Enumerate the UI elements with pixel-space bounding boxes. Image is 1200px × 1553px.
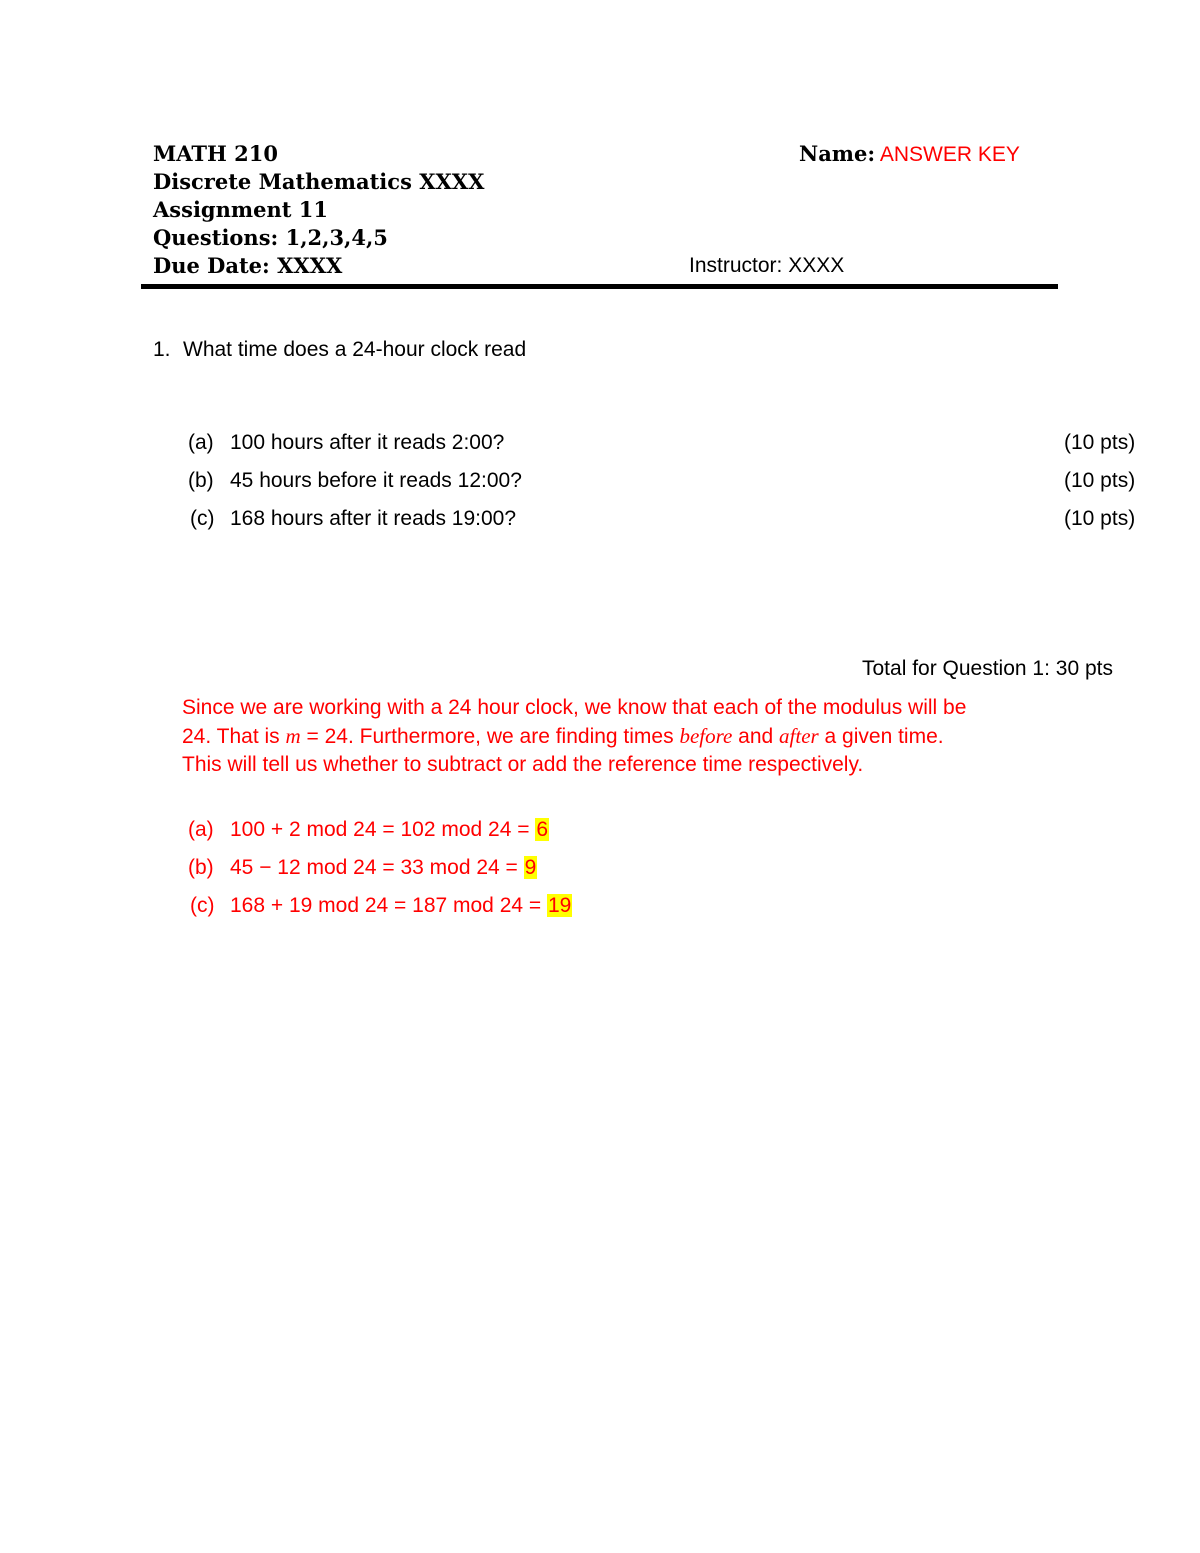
instructor-line xyxy=(689,254,844,278)
answer-expression: 168 + 19 mod 24 = 187 mod 24 = xyxy=(230,894,547,917)
question-1-part-text: 168 hours after it reads 19:00? xyxy=(230,507,517,530)
question-1-part-text: 45 hours before it reads 12:00? xyxy=(230,469,522,492)
question-1-part-label: (c) xyxy=(190,507,215,530)
answer-line-3: This will tell us whether to subtract or add the reference time respectively. xyxy=(182,753,864,776)
emphasis-before: before xyxy=(679,724,733,748)
question-1-total: Total for Question 1: 30 pts xyxy=(862,657,1113,680)
answer-explanation xyxy=(182,694,1082,779)
answer-result-highlight: 9 xyxy=(524,856,537,879)
answer-line-1: Since we are working with a 24 hour clock, we know that each of the modulus will be xyxy=(182,696,967,719)
answer-expression: 45 − 12 mod 24 = 33 mod 24 = xyxy=(230,856,524,879)
course-title: Discrete Mathematics XXXX xyxy=(153,169,485,194)
instructor-value: XXXX xyxy=(788,254,845,277)
due-date-line xyxy=(153,253,342,278)
emphasis-after: after xyxy=(779,724,819,748)
assignment-title: Assignment 11 xyxy=(153,197,328,222)
answer-line-2: 24. That is m = 24. Furthermore, we are finding times before and after a given time. xyxy=(182,724,944,748)
question-1-prompt: What time does a 24-hour clock read xyxy=(183,338,527,361)
modulus-variable: m xyxy=(285,724,301,748)
question-1-part-points: (10 pts) xyxy=(1064,431,1136,454)
question-1-part-points: (10 pts) xyxy=(1064,469,1136,492)
answer-expression: 100 + 2 mod 24 = 102 mod 24 = xyxy=(230,818,536,841)
question-1-part-points: (10 pts) xyxy=(1064,507,1136,530)
question-1-part-label: (a) xyxy=(188,431,214,454)
question-1-number: 1. xyxy=(153,338,171,361)
name-label: Name: xyxy=(799,141,876,166)
due-date-label: Due Date: xyxy=(153,253,270,278)
questions-label: Questions: xyxy=(153,225,279,250)
instructor-label: Instructor: xyxy=(689,254,783,277)
questions-line xyxy=(153,225,388,250)
answer-result-highlight: 19 xyxy=(548,894,572,917)
name-line xyxy=(799,141,1020,167)
course-code: MATH 210 xyxy=(153,141,279,166)
answer-part xyxy=(230,856,537,880)
answer-part xyxy=(230,818,549,842)
answer-part xyxy=(230,894,572,918)
answer-part-label: (c) xyxy=(190,894,215,917)
name-value: ANSWER KEY xyxy=(879,143,1020,166)
answer-part-label: (a) xyxy=(188,818,214,841)
question-1-part-text: 100 hours after it reads 2:00? xyxy=(230,431,505,454)
answer-result-highlight: 6 xyxy=(536,818,548,841)
questions-value: 1,2,3,4,5 xyxy=(285,225,388,250)
answer-part-label: (b) xyxy=(188,856,214,879)
question-1-part-label: (b) xyxy=(188,469,214,492)
header-divider xyxy=(141,284,1058,289)
due-date-value: XXXX xyxy=(277,253,343,278)
